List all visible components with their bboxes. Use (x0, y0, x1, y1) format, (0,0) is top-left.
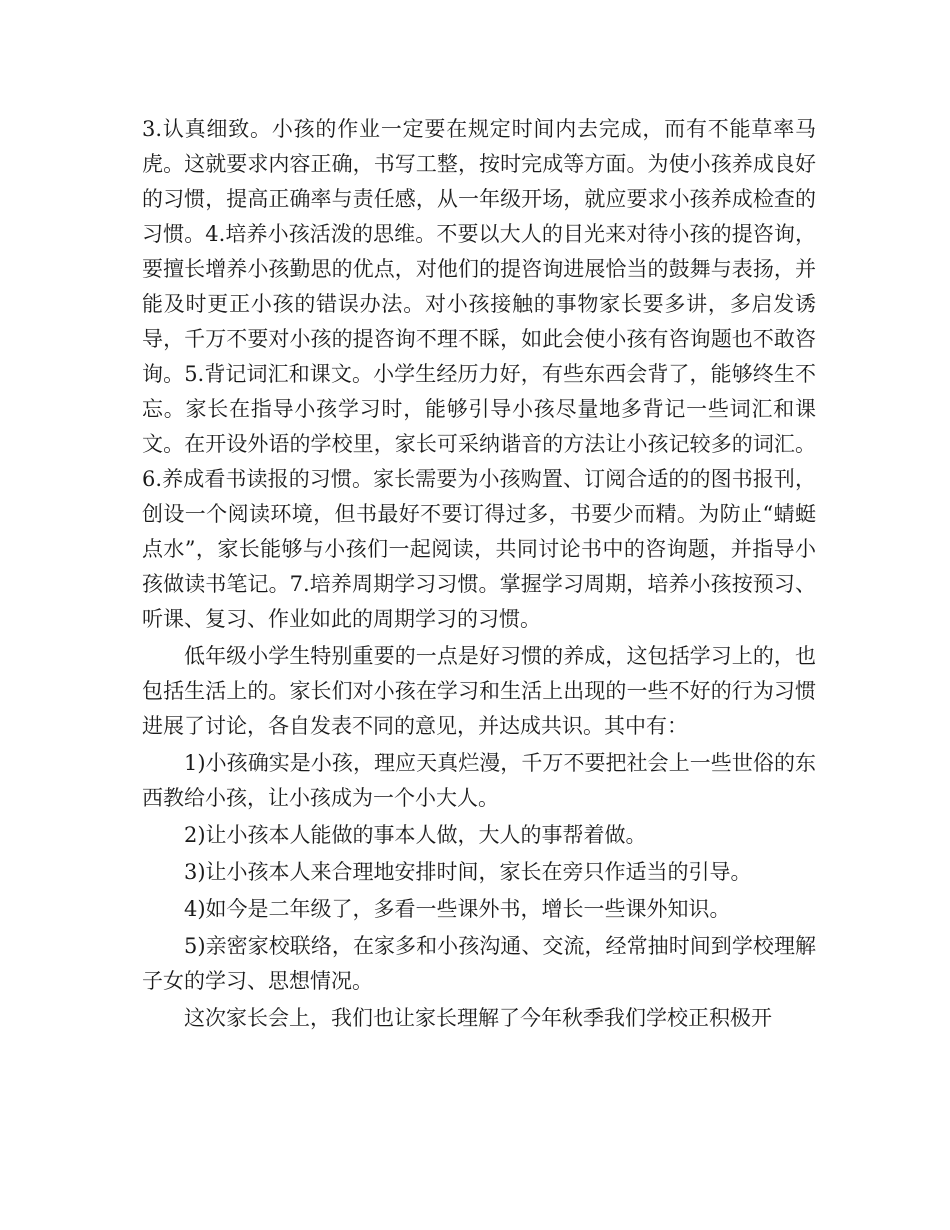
document-body (142, 112, 816, 1036)
paragraph-item-3: 3)让小孩本人来合理地安排时间，家长在旁只作适当的引导。 (184, 860, 752, 884)
paragraph-good-habits-discussion: 低年级小学生特别重要的一点是好习惯的养成，这包括学习上的，也包括生活上的。家长们对小孩在学习和生活上出现的一些不好的行为习惯进展了讨论，各自发表不同的意见，并达成共识。其中有： (142, 644, 816, 738)
paragraph-item-4: 4)如今是二年级了，多看一些课外书，增长一些课外知识。 (184, 897, 731, 921)
paragraph-meeting-note: 这次家长会上，我们也让家长理解了今年秋季我们学校正积极开 (184, 1006, 772, 1030)
paragraph-habits-list: 3.认真细致。小孩的作业一定要在规定时间内去完成，而有不能草率马虎。这就要求内容正确，书写工整，按时完成等方面。为使小孩养成良好的习惯，提高正确率与责任感，从一年级开场，就应要求小孩养成检查的习惯。4.培养小孩活泼的思维。不要以大人的目光来对待小孩的提咨询，要擅长增养小孩勤思的优点，对他们的提咨询进展恰当的鼓舞与表扬，并能及时更正小孩的错误办法。对小孩接触的事物家长要多讲，多启发诱导，千万不要对小孩的提咨询不理不睬，如此会使小孩有咨询题也不敢咨询。5.背记词汇和课文。小学生经历力好，有些东西会背了，能够终生不忘。家长在指导小孩学习时，能够引导小孩尽量地多背记一些词汇和课文。在开设外语的学校里，家长可采纳谐音的方法让小孩记较多的词汇。6.养成看书读报的习惯。家长需要为小孩购置、订阅合适的的图书报刊，创设一个阅读环境，但书最好不要订得过多，书要少而精。为防止“蜻蜓点水”，家长能够与小孩们一起阅读，共同讨论书中的咨询题，并指导小孩做读书笔记。7.培养周期学习习惯。掌握学习周期，培养小孩按预习、听课、复习、作业如此的周期学习的习惯。 (142, 117, 816, 631)
paragraph-item-5: 5)亲密家校联络，在家多和小孩沟通、交流，经常抽时间到学校理解子女的学习、思想情况。 (142, 934, 816, 993)
paragraph-item-1: 1)小孩确实是小孩，理应天真烂漫，千万不要把社会上一些世俗的东西教给小孩，让小孩成为一个小大人。 (142, 751, 816, 810)
paragraph-item-2: 2)让小孩本人能做的事本人做，大人的事帮着做。 (184, 823, 647, 847)
